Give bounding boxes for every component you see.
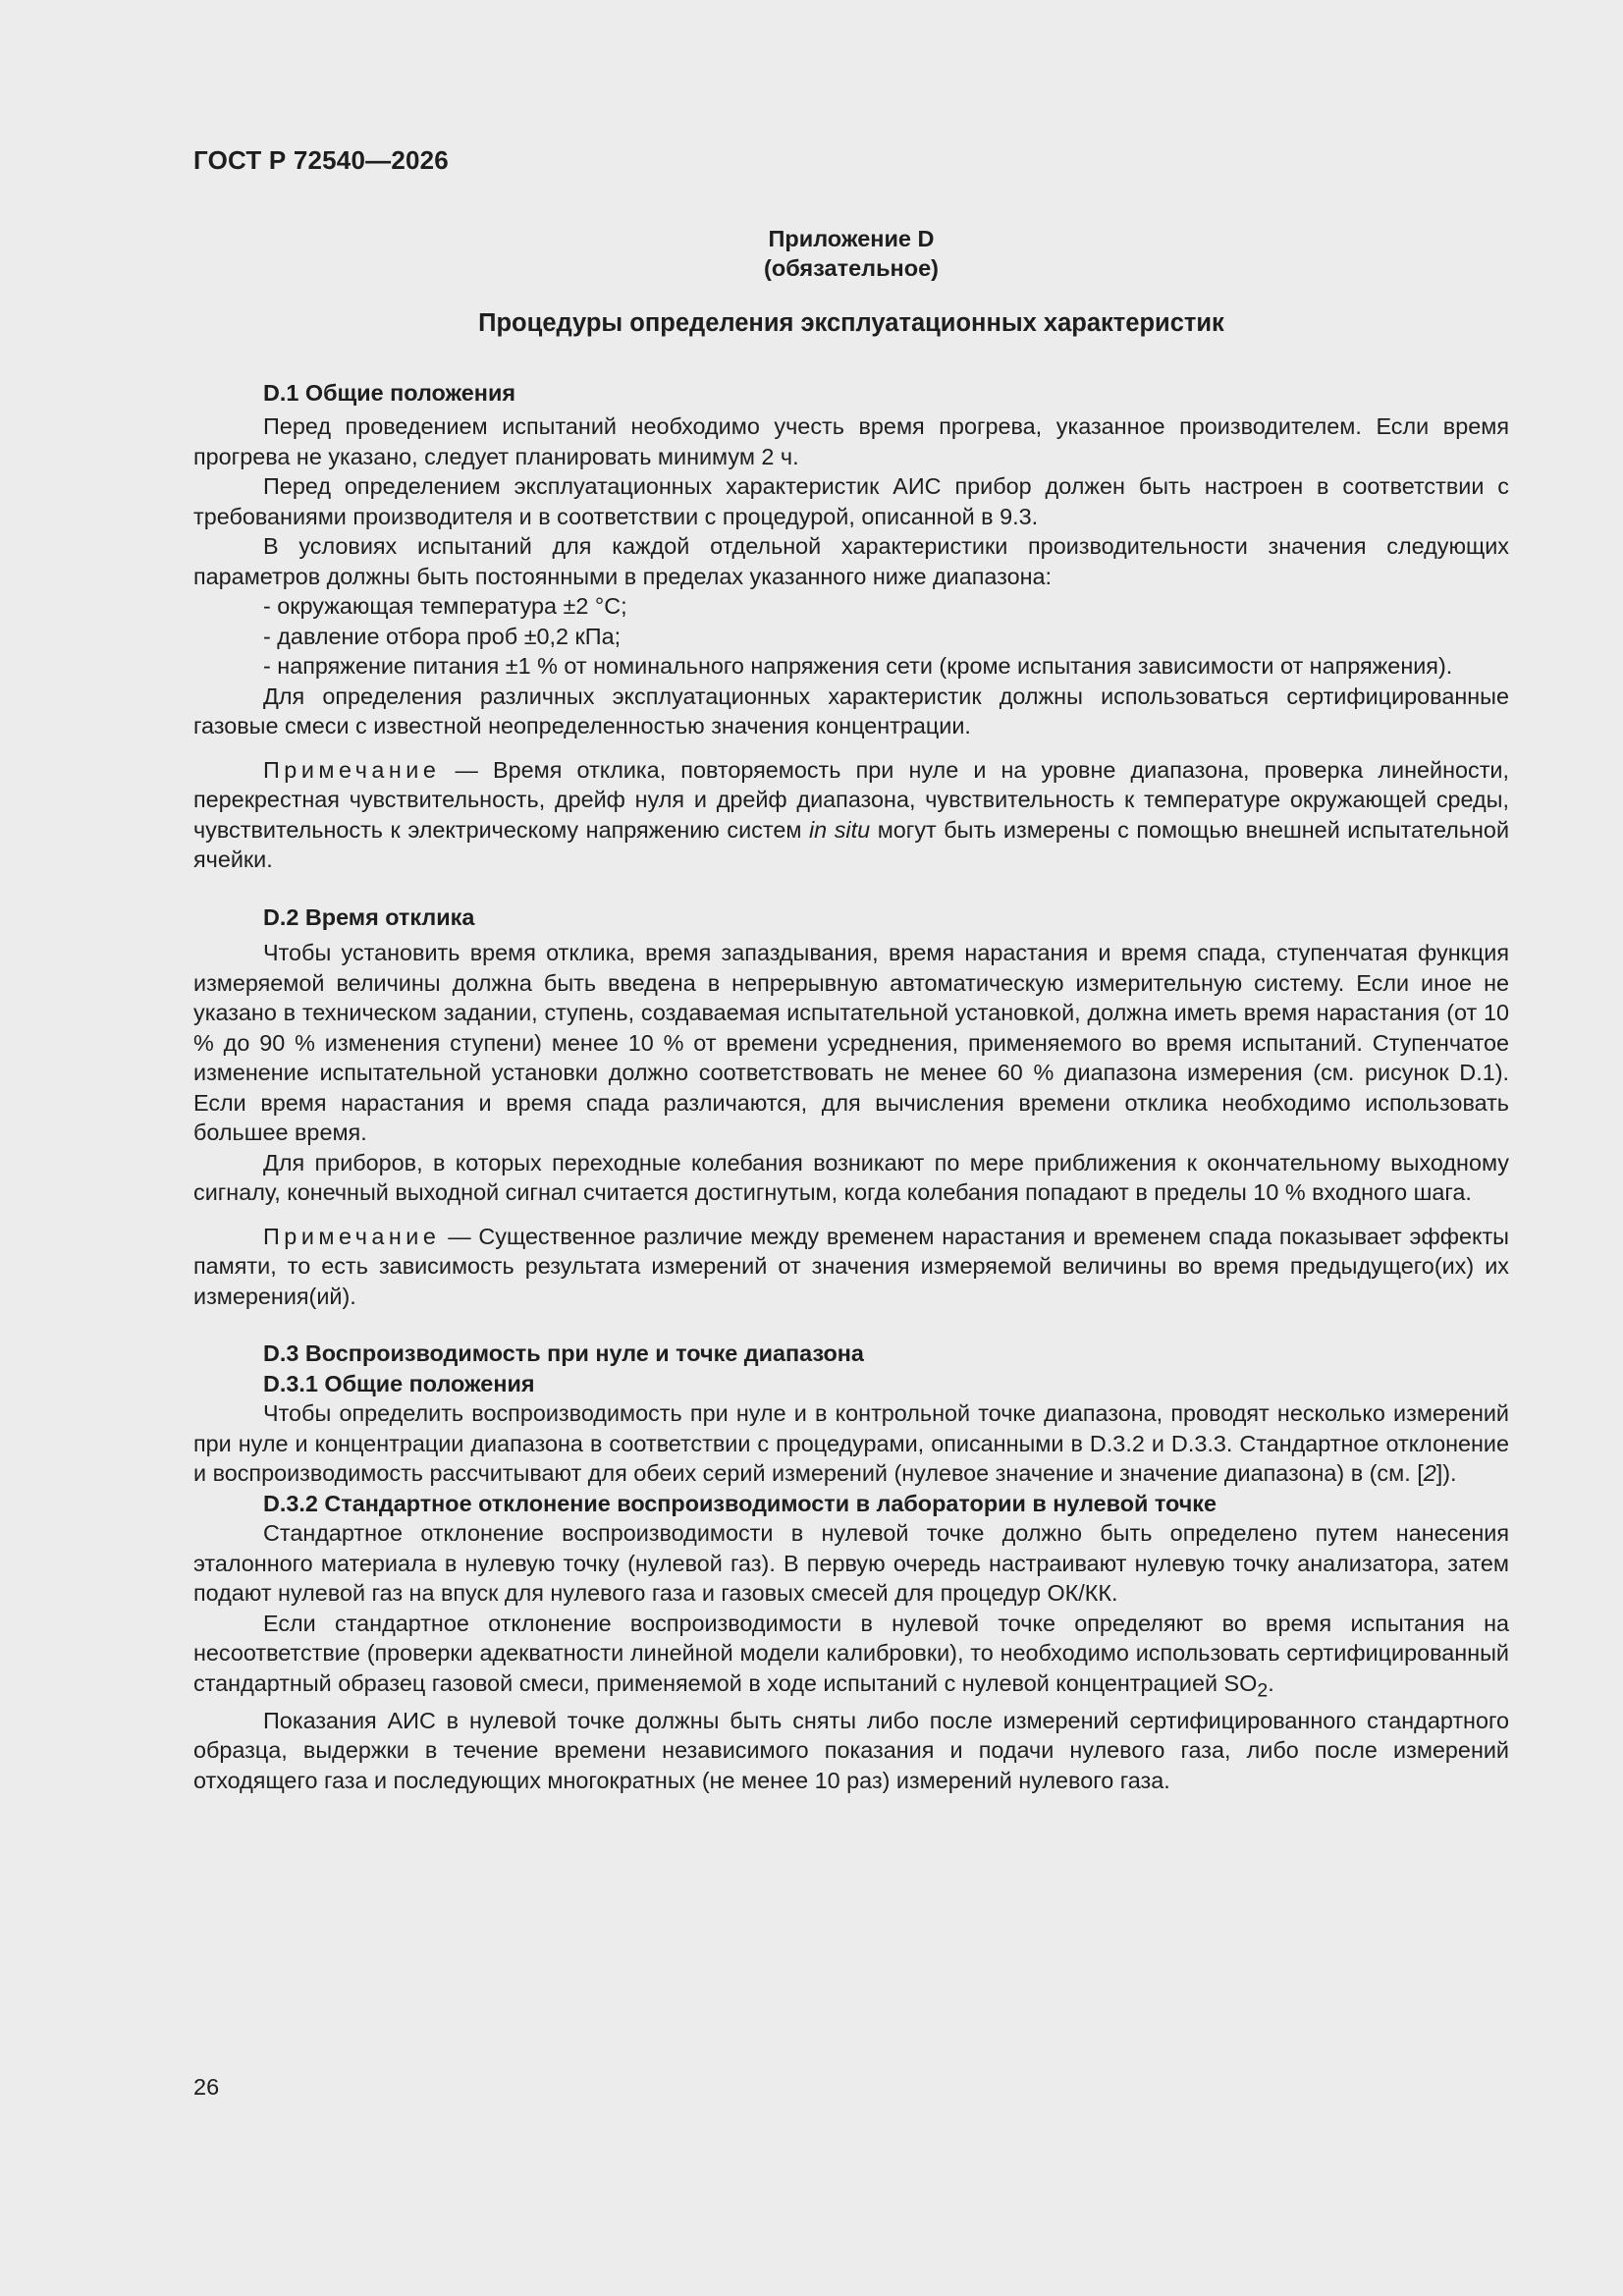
- so2-subscript: 2: [1257, 1679, 1269, 1702]
- d32-paragraph-3: Показания АИС в нулевой точке должны быть сняты либо после измерений сертифицированного стандартного образца, выдержки в течение времени независимого показания и подачи нулевого газа, либо после измерений отходящего газа и последующих многократных (не менее 10 раз) измерений нулевого газа.: [193, 1707, 1509, 1793]
- d2-note: [193, 1222, 1509, 1312]
- d1-paragraph-4: Для определения различных эксплуатационных характеристик должны использоваться сертифицированные газовые смеси с известной неопределенностью значения концентрации.: [193, 683, 1509, 738]
- note-label: Примечание: [263, 1223, 441, 1249]
- section-d1-heading: D.1 Общие положения: [263, 379, 515, 406]
- section-d31-heading: D.3.1 Общие положения: [263, 1370, 535, 1396]
- reference-link: 2: [1423, 1460, 1436, 1486]
- appendix-status: (обязательное): [764, 255, 939, 281]
- d1-note-italic: in situ: [808, 816, 871, 843]
- d31-text-end: ]).: [1435, 1460, 1457, 1486]
- d32-text-end: .: [1268, 1669, 1274, 1696]
- document-header: ГОСТ Р 72540—2026: [193, 145, 449, 175]
- appendix-label: Приложение D: [768, 226, 935, 251]
- d32-text: Если стандартное отклонение воспроизводимости в нулевой точке определяют во время испытания на несоответствие (проверки адекватности линейной модели калибровки), то необходимо использовать сертифицированный стандартный образец газовой смеси, применяемой в ходе испытаний с нулевой концентрацией SO: [193, 1610, 1509, 1696]
- d1-paragraph-3: В условиях испытаний для каждой отдельной характеристики производительности значения следующих параметров должны быть постоянными в пределах указанного ниже диапазона:: [193, 533, 1509, 589]
- page-number: 26: [193, 2074, 220, 2100]
- page-content: [193, 224, 1509, 1795]
- d1-list-item-pressure: - давление отбора проб ±0,2 кПа;: [263, 623, 622, 649]
- section-d3-heading: D.3 Воспроизводимость при нуле и точке диапазона: [263, 1340, 864, 1366]
- d1-note: [193, 755, 1509, 875]
- d2-paragraph-2: Для приборов, в которых переходные колебания возникают по мере приближения к окончательному выходному сигналу, конечный выходной сигнал считается достигнутым, когда колебания попадают в пределы 10 % входного шага.: [193, 1149, 1509, 1205]
- d2-note-text: — Существенное различие между временем нарастания и временем спада показывает эффекты памяти, то есть зависимость результата измерений от значения измеряемой величины во время предыдущего(их) их измерения(ий).: [193, 1223, 1509, 1309]
- note-label: Примечание: [263, 756, 441, 783]
- d32-paragraph-1: Стандартное отклонение воспроизводимости в нулевой точке должно быть определено путем нанесения эталонного материала в нулевую точку (нулевой газ). В первую очередь настраивают нулевую точку анализатора, затем подают нулевой газ на впуск для нулевого газа и газовых смесей для процедур ОК/КК.: [193, 1520, 1509, 1606]
- d1-list-item-voltage: - напряжение питания ±1 % от номинального напряжения сети (кроме испытания зависимости от напряжения).: [263, 653, 1453, 679]
- d1-paragraph-2: Перед определением эксплуатационных характеристик АИС прибор должен быть настроен в соответствии с требованиями производителя и в соответствии с процедурой, описанной в 9.3.: [193, 473, 1509, 529]
- d31-text: Чтобы определить воспроизводимость при нуле и в контрольной точке диапазона, проводят несколько измерений при нуле и концентрации диапазона в соответствии с процедурами, описанными в D.3.2 и D.3.3. Стандартное отклонение и воспроизводимость рассчитывают для обеих серий измерений (нулевое значение и значение диапазона) в (см. [: [193, 1400, 1509, 1486]
- d1-note-text-end: могут быть измерены с помощью внешней испытательной ячейки.: [193, 816, 1510, 872]
- d1-paragraph-1: Перед проведением испытаний необходимо учесть время прогрева, указанное производителем. Если время прогрева не указано, следует планировать минимум 2 ч.: [193, 413, 1509, 469]
- d2-paragraph-1: Чтобы установить время отклика, время запаздывания, время нарастания и время спада, ступенчатая функция измеряемой величины должна быть введена в непрерывную автоматическую измерительную систему. Если иное не указано в техническом задании, ступень, создаваемая испытательной установкой, должна иметь время нарастания (от 10 % до 90 % изменения ступени) менее 10 % от времени усреднения, применяемого во время испытаний. Ступенчатое изменение испытательной установки должно соответствовать не менее 60 % диапазона измерения (см. рисунок D.1). Если время нарастания и время спада различаются, для вычисления времени отклика необходимо использовать большее время.: [193, 940, 1509, 1145]
- d32-paragraph-2: [193, 1609, 1509, 1706]
- section-d2-heading: D.2 Время отклика: [263, 903, 475, 930]
- appendix-title: Процедуры определения эксплуатационных характеристик: [478, 309, 1224, 337]
- section-d32-heading: D.3.2 Стандартное отклонение воспроизводимости в лаборатории в нулевой точке: [263, 1490, 1217, 1516]
- d31-paragraph-1: [193, 1398, 1509, 1489]
- d1-list-item-temperature: - окружающая температура ±2 °С;: [263, 593, 627, 619]
- d1-note-text: — Время отклика, повторяемость при нуле и на уровне диапазона, проверка линейности, перекрестная чувствительность, дрейф нуля и дрейф диапазона, чувствительность к температуре окружающей среды, чувствительность к электрическому напряжению систем: [193, 756, 1509, 843]
